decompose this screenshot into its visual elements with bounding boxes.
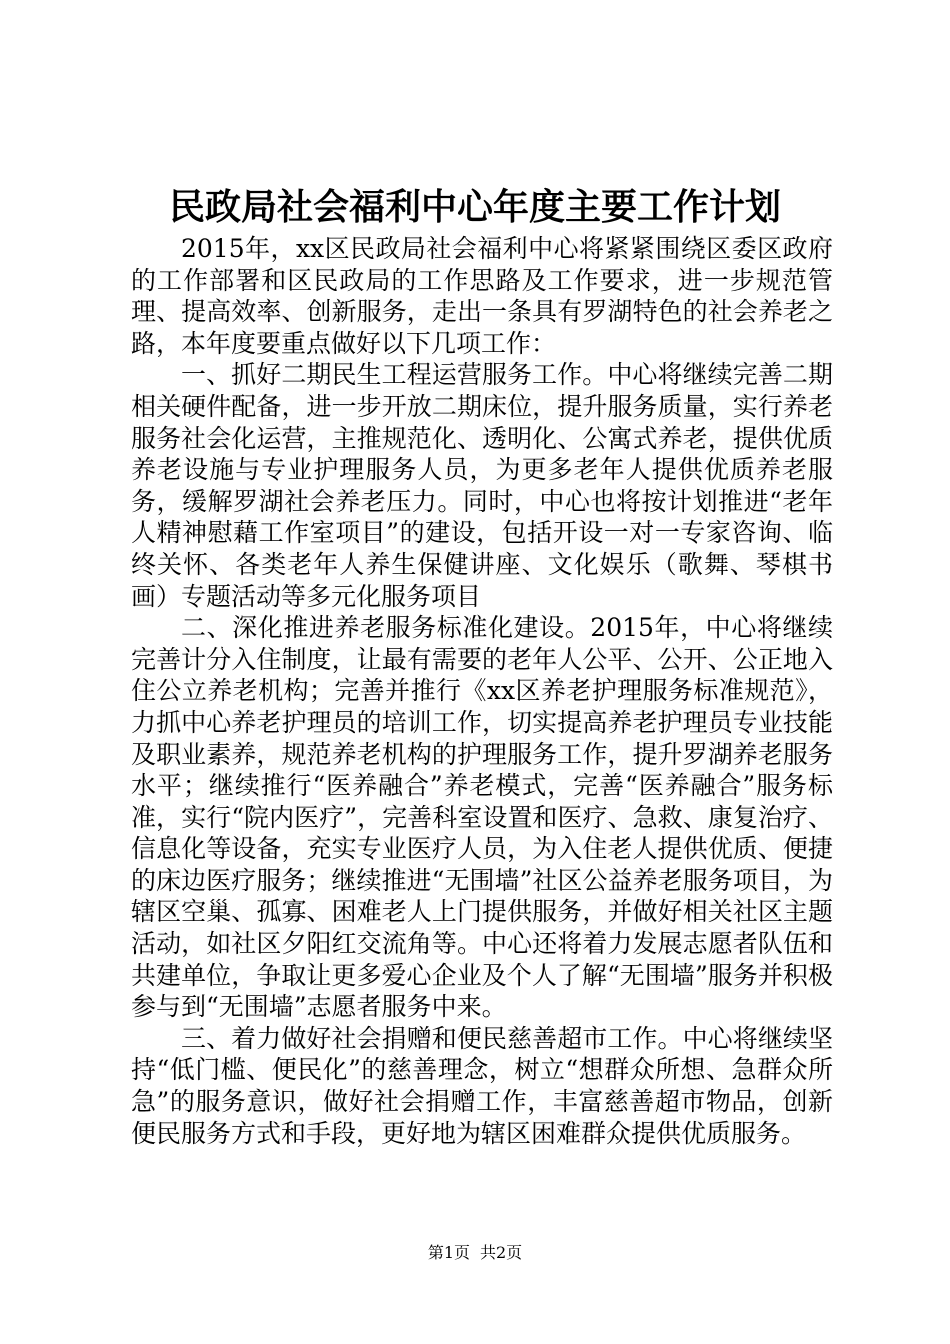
document-title: 民政局社会福利中心年度主要工作计划 <box>168 186 781 228</box>
paragraph-section-1: 一、抓好二期民生工程运营服务工作。中心将继续完善二期相关硬件配备，进一步开放二期床位，提升服务质量，实行养老服务社会化运营，主推规范化、透明化、公寓式养老，提供优质养老设施与专业护理服务人员，为更多老年人提供优质养老服务，缓解罗湖社会养老压力。同时，中心也将按计划推进“老年人精神慰藉工作室项目”的建设，包括开设一对一专家咨询、临终关怀、各类老年人养生保健讲座、文化娱乐（歌舞、琴棋书画）专题活动等多元化服务项目 <box>131 360 833 611</box>
page-total: 共2页 <box>480 1243 523 1262</box>
document-body <box>131 233 833 1149</box>
page-number: 第1页 <box>427 1243 470 1262</box>
page-footer <box>0 1242 950 1264</box>
paragraph-section-3: 三、着力做好社会捐赠和便民慈善超市工作。中心将继续坚持“低门槛、便民化”的慈善理念，树立“想群众所想、急群众所急”的服务意识，做好社会捐赠工作，丰富慈善超市物品，创新便民服务方式和手段，更好地为辖区困难群众提供优质服务。 <box>131 1023 833 1148</box>
paragraph-intro: 2015年，xx区民政局社会福利中心将紧紧围绕区委区政府的工作部署和区民政局的工作思路及工作要求，进一步规范管理、提高效率、创新服务，走出一条具有罗湖特色的社会养老之路，本年度要重点做好以下几项工作： <box>131 234 833 358</box>
paragraph-section-2: 二、深化推进养老服务标准化建设。2015年，中心将继续完善计分入住制度，让最有需要的老年人公平、公开、公正地入住公立养老机构；完善并推行《xx区养老护理服务标准规范》，力抓中心养老护理员的培训工作，切实提高养老护理员专业技能及职业素养，规范养老机构的护理服务工作，提升罗湖养老服务水平；继续推行“医养融合”养老模式，完善“医养融合”服务标准，实行“院内医疗”，完善科室设置和医疗、急救、康复治疗、信息化等设备，充实专业医疗人员，为入住老人提供优质、便捷的床边医疗服务；继续推进“无围墙”社区公益养老服务项目，为辖区空巢、孤寡、困难老人上门提供服务，并做好相关社区主题活动，如社区夕阳红交流角等。中心还将着力发展志愿者队伍和共建单位，争取让更多爱心企业及个人了解“无围墙”服务并积极参与到“无围墙”志愿者服务中来。 <box>131 613 833 1022</box>
